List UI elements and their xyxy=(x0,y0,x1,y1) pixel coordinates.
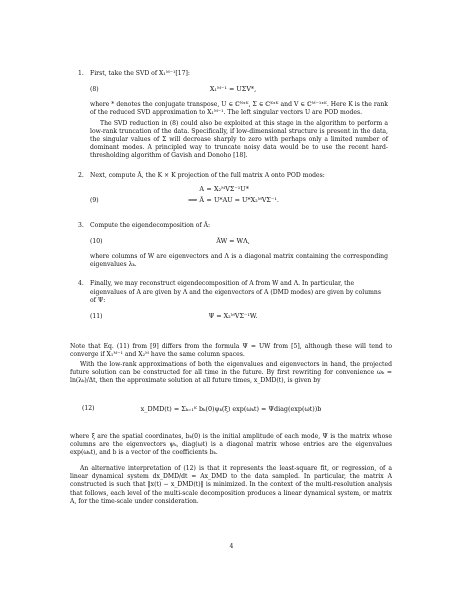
paragraph-alternative: An alternative interpretation of (12) is that it represents the least-square fit, or regression, of a linear dynamical system dx_DMD/dt = Ax_DMD to the data sampled. In particular, the matrix A constructed is such that ‖x(t) − x_DMD(t)‖ is minimized. In the context of the multi-resolution analysis that follows, each level of the multi-scale decomposition produces a linear dynamical system, or matrix A, for the time-scale under consideration. xyxy=(70,465,392,505)
paragraph-where: where ξ are the spatial coordinates, bₖ(0) is the initial amplitude of each mode, Ψ is the matrix whose columns are the eigenvectors ψₖ, diag(ωt) is a diagonal matrix whose entries are the eigenvalues exp(ωₖt), and b is a vector of the coefficients bₖ. xyxy=(70,433,392,457)
step-text: The SVD reduction in (8) could also be exploited at this stage in the algorithm to perform a low-rank truncation of the data. Specifically, if low-dimensional structure is present in the data, the singular values of Σ will decrease sharply to zero with perhaps only a limited number of dominant modes. A principled way to truncate noisy data would be to use the recent hard-thresholding algorithm of Gavish and Donoho [18]. xyxy=(90,119,388,160)
step-lead: Compute the eigendecomposition of Ã: xyxy=(90,221,211,229)
equation-10 xyxy=(78,235,388,249)
implies-symbol: ⟹ xyxy=(188,196,198,205)
equation-label: (9) xyxy=(90,196,99,204)
equation-text: ÃW = WΛ, xyxy=(216,237,250,246)
step-number: 1. xyxy=(78,70,84,77)
algorithm-steps xyxy=(78,70,388,335)
paragraph-lowrank: With the low-rank approximations of both the eigenvalues and eigenvectors in hand, the projected future solution can be constructed for all time in the future. By first rewriting for convenience ωₖ = ln(λₖ)/Δt, then the approximate solution at all future times, x_DMD(t), is given by xyxy=(70,361,392,385)
step-text: where * denotes the conjugate transpose, U ∈ ℂᴺˣᴷ, Σ ∈ ℂᴷˣᴷ and V ∈ ℂᴹ⁻¹ˣᴷ. Here K is the rank of the reduced SVD approximation to X₁ᴹ⁻¹. The left singular vectors U are POD modes. xyxy=(90,101,388,117)
step-number: 3. xyxy=(78,221,84,229)
equation-label: (12) xyxy=(82,405,95,412)
paragraph-note: Note that Eq. (11) from [9] differs from the formula Ψ = UW from [5], although these will tend to converge if X₁ᴹ⁻¹ and X₂ᴹ have the same column spaces. xyxy=(70,343,392,359)
equation-11 xyxy=(78,310,388,324)
step-number: 4. xyxy=(78,280,84,288)
equation-9-lhs-text: Ã xyxy=(199,196,204,205)
equation-9-lhs xyxy=(186,196,204,204)
equation-9-op: = xyxy=(206,184,212,193)
equation-9-op: = xyxy=(206,196,212,205)
equation-9-rhs: U*AU = U*X₂ᴹVΣ⁻¹. xyxy=(214,196,279,205)
step-4 xyxy=(78,280,388,324)
equation-label: (10) xyxy=(90,238,103,246)
step-lead: Next, compute Ã, the K × K projection of the full matrix A onto POD modes: xyxy=(90,171,325,179)
equation-text: x_DMD(t) = Σₖ₌₁ᴷ bₖ(0)ψₖ(ξ) exp(ωₖt) = Ψdiag(exp(ωt))b xyxy=(140,405,322,413)
step-lead: Finally, we may reconstruct eigendecomposition of A from W and Λ. In particular, the eigenvalues of A are given by Λ and the eigenvectors of A (DMD modes) are given by columns of Ψ: xyxy=(90,280,381,304)
equation-9-aligned xyxy=(186,185,324,204)
step-lead: First, take the SVD of X₁ᴹ⁻¹[17]: xyxy=(90,70,190,77)
step-3 xyxy=(78,222,388,270)
step-2 xyxy=(78,172,388,211)
equation-label: (11) xyxy=(90,313,103,321)
equation-8 xyxy=(78,83,388,97)
step-number: 2. xyxy=(78,171,84,179)
equation-12 xyxy=(70,398,392,420)
equation-label: (8) xyxy=(90,86,99,94)
equation-9 xyxy=(78,185,388,211)
step-text: where columns of W are eigenvectors and Λ is a diagonal matrix containing the corresponding eigenvalues λₖ. xyxy=(90,253,388,269)
step-1 xyxy=(78,70,388,161)
equation-text: Ψ = X₂ᴹVΣ⁻¹W. xyxy=(208,312,258,321)
equation-9-rhs: X₂ᴹVΣ⁻¹U* xyxy=(214,184,249,193)
equation-9-lhs: A xyxy=(199,184,204,193)
page-number: 4 xyxy=(229,543,234,550)
equation-text: X₁ᴹ⁻¹ = UΣV*, xyxy=(209,85,257,94)
